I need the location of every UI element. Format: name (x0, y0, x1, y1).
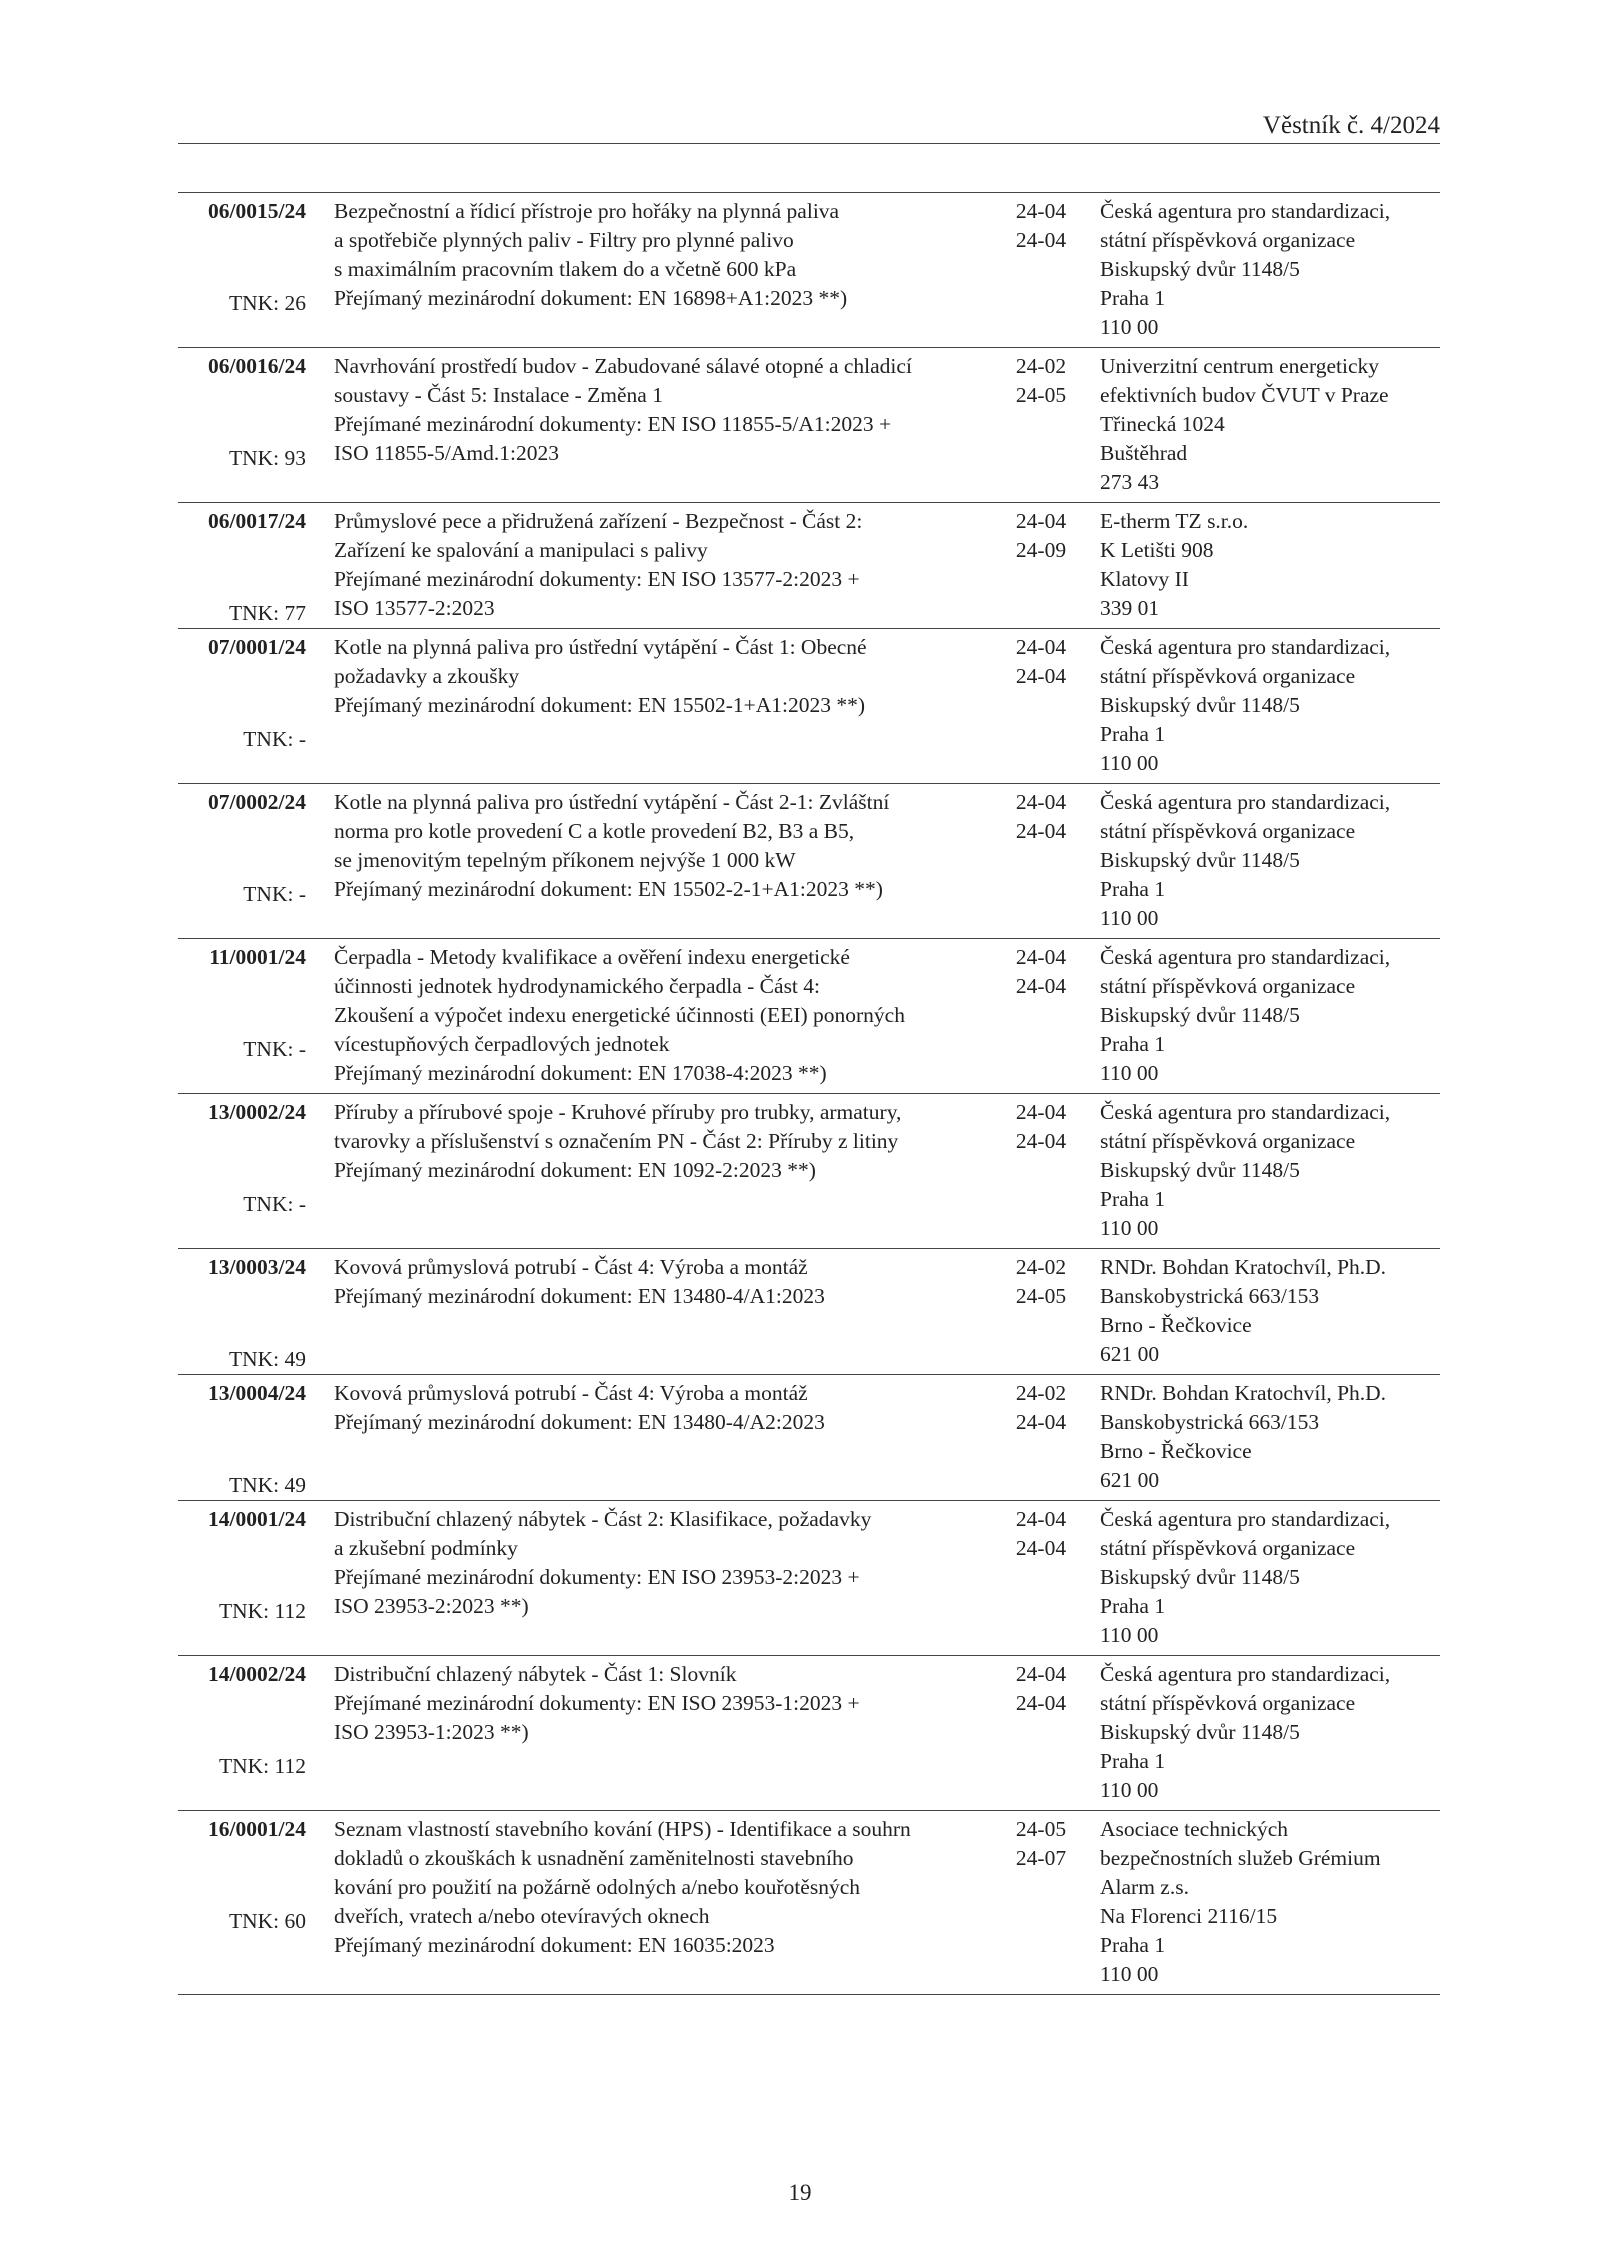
organization-line: Česká agentura pro standardizaci, (1100, 1662, 1391, 1686)
tnk-label: TNK: 112 (219, 1754, 306, 1778)
page-header (178, 112, 1440, 144)
title-line: Seznam vlastností stavebního kování (HPS) - Identifikace a souhrn (334, 1817, 911, 1841)
dates-cell (1006, 1098, 1076, 1156)
title-line: ISO 23953-2:2023 **) (334, 1594, 529, 1618)
title-line: dokladů o zkouškách k usnadnění zaměnitelnosti stavebního (334, 1846, 854, 1870)
organization-line: 110 00 (1100, 1061, 1159, 1085)
title-line: Kovová průmyslová potrubí - Část 4: Výroba a montáž (334, 1381, 808, 1405)
row-id-cell (178, 633, 306, 784)
row-id-cell (178, 352, 306, 503)
date-value: 24-04 (1015, 1507, 1067, 1531)
title-line: Bezpečnostní a řídicí přístroje pro hořáky na plynná paliva (334, 199, 840, 223)
date-value: 24-05 (1015, 1817, 1067, 1841)
organization-cell (1100, 633, 1445, 778)
organization-line: státní příspěvková organizace (1100, 664, 1356, 688)
title-line: Kotle na plynná paliva pro ústřední vytápění - Část 1: Obecné (334, 635, 867, 659)
standard-title-cell (334, 352, 1034, 468)
organization-line: Biskupský dvůr 1148/5 (1100, 1003, 1300, 1027)
tnk-label: TNK: - (243, 1192, 306, 1216)
date-value: 24-02 (1015, 354, 1067, 378)
organization-line: 110 00 (1100, 1778, 1159, 1802)
date-value: 24-04 (1015, 945, 1067, 969)
title-line: vícestupňových čerpadlových jednotek (334, 1032, 670, 1056)
standard-title-cell (334, 197, 1034, 313)
organization-line: 621 00 (1100, 1468, 1160, 1492)
title-line: Průmyslové pece a přidružená zařízení - Bezpečnost - Část 2: (334, 509, 863, 533)
title-line: tvarovky a příslušenství s označením PN - Část 2: Příruby z litiny (334, 1129, 899, 1153)
table-row (178, 629, 1440, 784)
date-value: 24-04 (1015, 1691, 1067, 1715)
standard-code: 13/0003/24 (208, 1255, 306, 1279)
standard-code: 13/0002/24 (208, 1100, 306, 1124)
dates-cell (1006, 1660, 1076, 1718)
organization-line: Česká agentura pro standardizaci, (1100, 945, 1391, 969)
title-line: dveřích, vratech a/nebo otevíravých oknech (334, 1904, 710, 1928)
date-value: 24-02 (1015, 1255, 1067, 1279)
organization-line: Česká agentura pro standardizaci, (1100, 1100, 1391, 1124)
dates-cell (1006, 507, 1076, 565)
title-line: soustavy - Část 5: Instalace - Změna 1 (334, 383, 663, 407)
table-row (178, 1501, 1440, 1656)
organization-line: 273 43 (1100, 470, 1160, 494)
date-value: 24-04 (1015, 199, 1067, 223)
organization-line: 110 00 (1100, 1216, 1159, 1240)
standard-code: 14/0001/24 (208, 1507, 306, 1531)
title-line: Kovová průmyslová potrubí - Část 4: Výroba a montáž (334, 1255, 808, 1279)
date-value: 24-04 (1015, 1536, 1067, 1560)
standard-title-cell (334, 1815, 1034, 1960)
title-line: a zkušební podmínky (334, 1536, 518, 1560)
organization-line: Asociace technických (1100, 1817, 1289, 1841)
title-line: ISO 13577-2:2023 (334, 596, 495, 620)
date-value: 24-04 (1015, 635, 1067, 659)
date-value: 24-04 (1015, 664, 1067, 688)
row-id-cell (178, 943, 306, 1094)
organization-line: 110 00 (1100, 315, 1159, 339)
tnk-label: TNK: - (243, 1037, 306, 1061)
standard-code: 11/0001/24 (209, 945, 306, 969)
date-value: 24-04 (1015, 790, 1067, 814)
organization-line: Praha 1 (1100, 286, 1166, 310)
standard-title-cell (334, 1253, 1034, 1311)
standard-code: 06/0017/24 (208, 509, 306, 533)
table-row (178, 1094, 1440, 1249)
title-line: Přejímané mezinárodní dokumenty: EN ISO 23953-2:2023 + (334, 1565, 860, 1589)
row-id-cell (178, 197, 306, 348)
organization-cell (1100, 1098, 1445, 1243)
title-line: Přejímané mezinárodní dokumenty: EN ISO 13577-2:2023 + (334, 567, 860, 591)
table-row (178, 1656, 1440, 1811)
organization-line: Biskupský dvůr 1148/5 (1100, 1720, 1300, 1744)
tnk-label: TNK: 49 (228, 1473, 306, 1497)
tnk-label: TNK: - (243, 882, 306, 906)
title-line: s maximálním pracovním tlakem do a včetně 600 kPa (334, 257, 797, 281)
date-value: 24-04 (1015, 1410, 1067, 1434)
organization-line: Praha 1 (1100, 1594, 1166, 1618)
date-value: 24-05 (1015, 1284, 1067, 1308)
organization-line: E-therm TZ s.r.o. (1100, 509, 1249, 533)
organization-line: státní příspěvková organizace (1100, 228, 1356, 252)
dates-cell (1006, 1253, 1076, 1311)
organization-line: státní příspěvková organizace (1100, 974, 1356, 998)
title-line: Distribuční chlazený nábytek - Část 2: Klasifikace, požadavky (334, 1507, 872, 1531)
dates-cell (1006, 1815, 1076, 1873)
header-divider (178, 143, 1440, 144)
title-line: ISO 23953-1:2023 **) (334, 1720, 529, 1744)
title-line: Přejímané mezinárodní dokumenty: EN ISO 23953-1:2023 + (334, 1691, 860, 1715)
organization-line: Praha 1 (1100, 877, 1166, 901)
date-value: 24-04 (1015, 819, 1067, 843)
table-row (178, 1811, 1440, 1995)
organization-line: Biskupský dvůr 1148/5 (1100, 693, 1300, 717)
tnk-label: TNK: 49 (228, 1347, 306, 1371)
organization-cell (1100, 1815, 1445, 1989)
standard-title-cell (334, 507, 1034, 623)
standard-code: 07/0001/24 (208, 635, 306, 659)
date-value: 24-05 (1015, 383, 1067, 407)
organization-cell (1100, 1505, 1445, 1650)
organization-line: Praha 1 (1100, 722, 1166, 746)
organization-line: Brno - Řečkovice (1100, 1439, 1252, 1463)
standard-title-cell (334, 943, 1034, 1088)
standard-code: 06/0015/24 (208, 199, 306, 223)
standard-code: 06/0016/24 (208, 354, 306, 378)
page-number: 19 (788, 2180, 812, 2205)
dates-cell (1006, 1505, 1076, 1563)
standard-title-cell (334, 1379, 1034, 1437)
organization-line: RNDr. Bohdan Kratochvíl, Ph.D. (1100, 1381, 1387, 1405)
row-id-cell (178, 1660, 306, 1811)
organization-line: Česká agentura pro standardizaci, (1100, 1507, 1391, 1531)
title-line: ISO 11855-5/Amd.1:2023 (334, 441, 559, 465)
date-value: 24-04 (1015, 974, 1067, 998)
table-row (178, 1249, 1440, 1375)
organization-line: Česká agentura pro standardizaci, (1100, 635, 1391, 659)
organization-line: 110 00 (1100, 751, 1159, 775)
organization-line: Univerzitní centrum energeticky (1100, 354, 1379, 378)
title-line: Přejímaný mezinárodní dokument: EN 13480-4/A2:2023 (334, 1410, 825, 1434)
row-id-cell (178, 788, 306, 939)
organization-line: RNDr. Bohdan Kratochvíl, Ph.D. (1100, 1255, 1387, 1279)
row-id-cell (178, 1098, 306, 1249)
title-line: Přejímaný mezinárodní dokument: EN 16898+A1:2023 **) (334, 286, 848, 310)
title-line: Přejímaný mezinárodní dokument: EN 1092-2:2023 **) (334, 1158, 816, 1182)
tnk-label: TNK: 26 (228, 291, 306, 315)
organization-line: Alarm z.s. (1100, 1875, 1189, 1899)
title-line: kování pro použití na požárně odolných a/nebo kouřotěsných (334, 1875, 861, 1899)
organization-line: Banskobystrická 663/153 (1100, 1284, 1320, 1308)
organization-line: Brno - Řečkovice (1100, 1313, 1252, 1337)
organization-line: Buštěhrad (1100, 441, 1188, 465)
date-value: 24-09 (1015, 538, 1067, 562)
dates-cell (1006, 197, 1076, 255)
organization-line: Česká agentura pro standardizaci, (1100, 790, 1391, 814)
standard-code: 07/0002/24 (208, 790, 306, 814)
date-value: 24-04 (1015, 1100, 1067, 1124)
title-line: Přejímaný mezinárodní dokument: EN 15502-1+A1:2023 **) (334, 693, 866, 717)
standard-title-cell (334, 1660, 1034, 1747)
organization-line: 621 00 (1100, 1342, 1160, 1366)
organization-cell (1100, 943, 1445, 1088)
organization-cell (1100, 507, 1445, 623)
dates-cell (1006, 633, 1076, 691)
organization-line: státní příspěvková organizace (1100, 1691, 1356, 1715)
standard-code: 14/0002/24 (208, 1662, 306, 1686)
tnk-label: TNK: 112 (219, 1599, 306, 1623)
tnk-label: TNK: 77 (228, 601, 306, 625)
row-id-cell (178, 507, 306, 629)
title-line: Přejímané mezinárodní dokumenty: EN ISO 11855-5/A1:2023 + (334, 412, 892, 436)
organization-cell (1100, 1660, 1445, 1805)
title-line: norma pro kotle provedení C a kotle provedení B2, B3 a B5, (334, 819, 855, 843)
organization-line: 110 00 (1100, 1962, 1159, 1986)
organization-line: 339 01 (1100, 596, 1160, 620)
organization-line: Praha 1 (1100, 1933, 1166, 1957)
standard-code: 13/0004/24 (208, 1381, 306, 1405)
standards-table (178, 192, 1440, 1995)
title-line: a spotřebiče plynných paliv - Filtry pro plynné palivo (334, 228, 794, 252)
tnk-label: TNK: - (243, 727, 306, 751)
organization-cell (1100, 1253, 1445, 1369)
date-value: 24-07 (1015, 1846, 1067, 1870)
organization-line: státní příspěvková organizace (1100, 1536, 1356, 1560)
title-line: Přejímaný mezinárodní dokument: EN 16035:2023 (334, 1933, 775, 1957)
organization-line: efektivních budov ČVUT v Praze (1100, 383, 1389, 407)
organization-line: Biskupský dvůr 1148/5 (1100, 1158, 1300, 1182)
organization-line: Klatovy II (1100, 567, 1189, 591)
dates-cell (1006, 352, 1076, 410)
organization-cell (1100, 788, 1445, 933)
title-line: Přejímaný mezinárodní dokument: EN 13480-4/A1:2023 (334, 1284, 825, 1308)
date-value: 24-04 (1015, 1662, 1067, 1686)
title-line: Kotle na plynná paliva pro ústřední vytápění - Část 2-1: Zvláštní (334, 790, 890, 814)
title-line: požadavky a zkoušky (334, 664, 520, 688)
publication-title: Věstník č. 4/2024 (1262, 112, 1440, 139)
row-id-cell (178, 1815, 306, 1995)
title-line: Zařízení ke spalování a manipulaci s palivy (334, 538, 708, 562)
date-value: 24-02 (1015, 1381, 1067, 1405)
organization-line: Na Florenci 2116/15 (1100, 1904, 1278, 1928)
date-value: 24-04 (1015, 509, 1067, 533)
dates-cell (1006, 1379, 1076, 1437)
title-line: Distribuční chlazený nábytek - Část 1: Slovník (334, 1662, 737, 1686)
table-row (178, 193, 1440, 348)
organization-cell (1100, 1379, 1445, 1495)
organization-line: 110 00 (1100, 906, 1159, 930)
organization-line: Praha 1 (1100, 1032, 1166, 1056)
row-id-cell (178, 1505, 306, 1656)
title-line: Zkoušení a výpočet indexu energetické účinnosti (EEI) ponorných (334, 1003, 905, 1027)
organization-line: Biskupský dvůr 1148/5 (1100, 257, 1300, 281)
tnk-label: TNK: 60 (228, 1909, 306, 1933)
date-value: 24-04 (1015, 1129, 1067, 1153)
tnk-label: TNK: 93 (228, 446, 306, 470)
organization-line: bezpečnostních služeb Grémium (1100, 1846, 1381, 1870)
title-line: účinnosti jednotek hydrodynamického čerpadla - Část 4: (334, 974, 821, 998)
table-row (178, 784, 1440, 939)
standard-code: 16/0001/24 (208, 1817, 306, 1841)
title-line: Příruby a přírubové spoje - Kruhové příruby pro trubky, armatury, (334, 1100, 902, 1124)
organization-line: 110 00 (1100, 1623, 1159, 1647)
date-value: 24-04 (1015, 228, 1067, 252)
organization-cell (1100, 352, 1445, 497)
organization-line: Banskobystrická 663/153 (1100, 1410, 1320, 1434)
standard-title-cell (334, 788, 1034, 904)
organization-line: Praha 1 (1100, 1749, 1166, 1773)
title-line: Přejímaný mezinárodní dokument: EN 17038-4:2023 **) (334, 1061, 827, 1085)
organization-line: státní příspěvková organizace (1100, 1129, 1356, 1153)
table-row (178, 503, 1440, 629)
title-line: Čerpadla - Metody kvalifikace a ověření indexu energetické (334, 945, 850, 969)
table-row (178, 348, 1440, 503)
standard-title-cell (334, 1098, 1034, 1185)
organization-cell (1100, 197, 1445, 342)
table-row (178, 939, 1440, 1094)
dates-cell (1006, 788, 1076, 846)
row-id-cell (178, 1379, 306, 1501)
title-line: Přejímaný mezinárodní dokument: EN 15502-2-1+A1:2023 **) (334, 877, 883, 901)
table-row (178, 1375, 1440, 1501)
dates-cell (1006, 943, 1076, 1001)
organization-line: Třinecká 1024 (1100, 412, 1225, 436)
title-line: se jmenovitým tepelným příkonem nejvýše 1 000 kW (334, 848, 796, 872)
standard-title-cell (334, 1505, 1034, 1621)
title-line: Navrhování prostředí budov - Zabudované sálavé otopné a chladicí (334, 354, 912, 378)
standard-title-cell (334, 633, 1034, 720)
organization-line: Biskupský dvůr 1148/5 (1100, 848, 1300, 872)
row-id-cell (178, 1253, 306, 1375)
organization-line: Biskupský dvůr 1148/5 (1100, 1565, 1300, 1589)
organization-line: Praha 1 (1100, 1187, 1166, 1211)
organization-line: státní příspěvková organizace (1100, 819, 1356, 843)
organization-line: K Letišti 908 (1100, 538, 1214, 562)
organization-line: Česká agentura pro standardizaci, (1100, 199, 1391, 223)
